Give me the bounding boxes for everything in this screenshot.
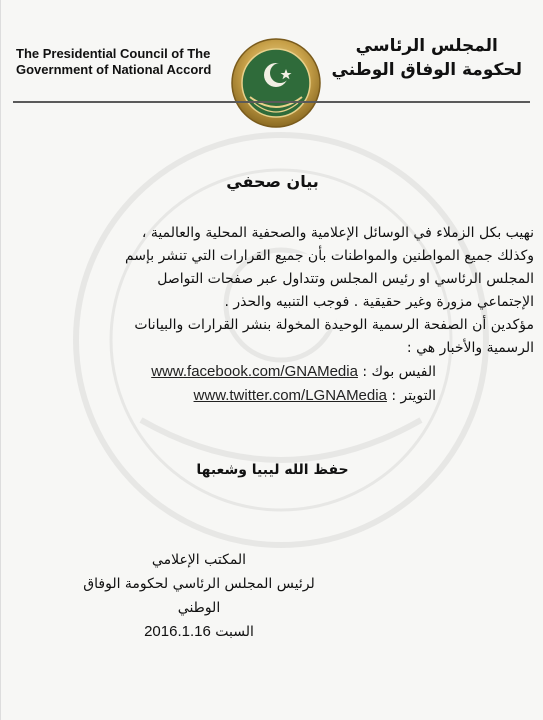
signature-council: لرئيس المجلس الرئاسي لحكومة الوفاق الوطني (83, 576, 315, 616)
signature-block (69, 548, 329, 644)
header-divider (13, 101, 530, 103)
closing-phrase: حفظ الله ليبيا وشعبها (196, 462, 349, 478)
signature-date: 2016.1.16 (144, 623, 211, 640)
press-release-heading: بيان صحفي (226, 172, 319, 191)
twitter-url-link[interactable]: www.twitter.com/LGNAMedia (193, 387, 387, 404)
signature-date-line (69, 620, 329, 644)
twitter-label: التويتر : (391, 388, 436, 404)
english-org-name-line1: The Presidential Council of The (16, 46, 211, 61)
arabic-org-name (332, 34, 522, 82)
statement-line: وكذلك جميع المواطنين والمواطنات بأن جميع القرارات التي تنشر بإسم (124, 248, 534, 264)
statement-line: الرسمية والأخبار هي : (406, 340, 534, 356)
english-org-name-line2: Government of National Accord (16, 62, 212, 77)
statement-line: الإجتماعي مزورة وغير حقيقية . فوجب التنبيه والحذر . (224, 294, 534, 310)
facebook-label: الفيس بوك : (362, 364, 436, 380)
letterhead (1, 0, 543, 100)
signature-office: المكتب الإعلامي (151, 552, 247, 568)
facebook-url-link[interactable]: www.facebook.com/GNAMedia (151, 363, 358, 380)
facebook-link-row (29, 360, 534, 384)
statement-line: مؤكدين أن الصفحة الرسمية الوحيدة المخولة بنشر القرارات والبيانات (134, 317, 534, 333)
statement-line: المجلس الرئاسي او رئيس المجلس وتتداول عبر صفحات التواصل (157, 271, 534, 287)
signature-day: السبت (215, 624, 254, 640)
statement-line: نهيب بكل الزملاء في الوسائل الإعلامية والصحفية المحلية والعالمية ، (141, 225, 534, 241)
statement-body (29, 222, 534, 408)
arabic-org-name-line2: لحكومة الوفاق الوطني (331, 60, 522, 80)
english-org-name (16, 46, 211, 78)
twitter-link-row (29, 384, 534, 408)
arabic-org-name-line1: المجلس الرئاسي (355, 36, 498, 56)
